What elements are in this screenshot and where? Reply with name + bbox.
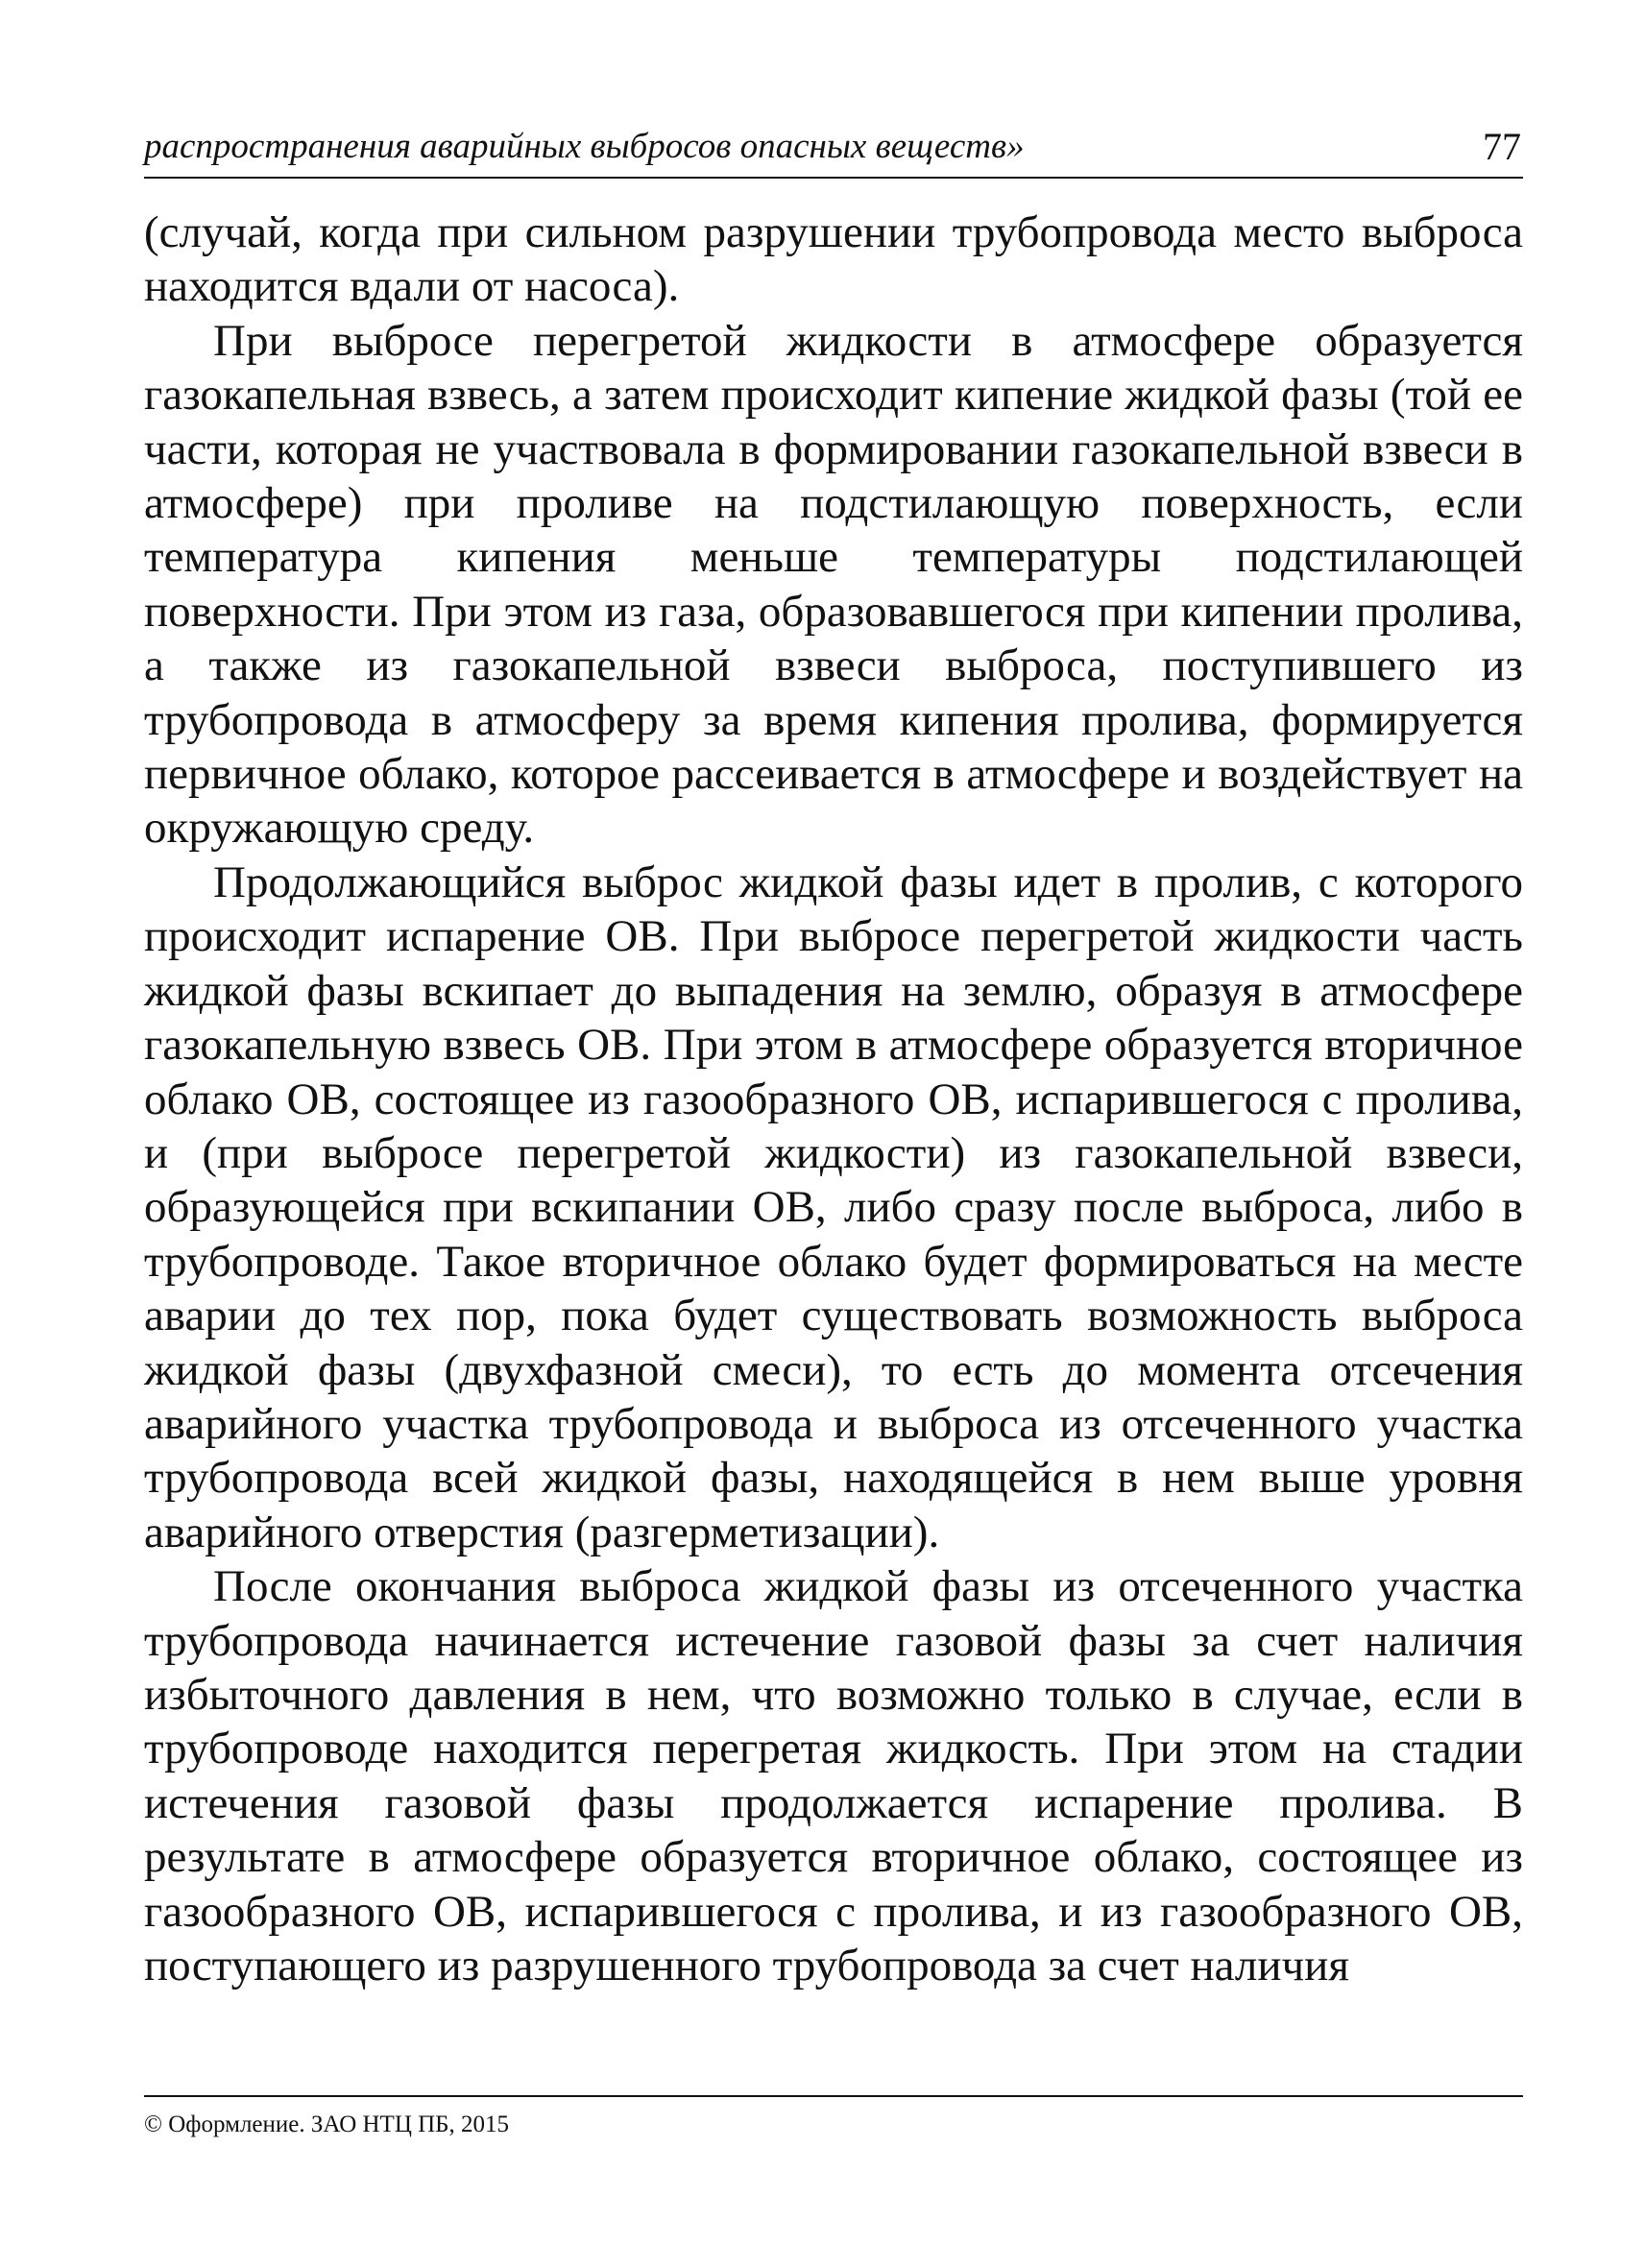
page-number: 77 <box>1483 125 1521 168</box>
paragraph-continuation: (случай, когда при сильном разрушении трубопровода место выброса находится вдали от насоса). <box>144 207 1523 312</box>
page-body-text <box>144 205 1523 1992</box>
paragraph: При выбросе перегретой жидкости в атмосфере образуется газокапельная взвесь, а затем происходит кипение жидкой фазы (той ее части, которая не участвовала в формировании газокапельной взвеси в атмосфере) при проливе на подстилающую поверхность, если температура кипения меньше температуры подстилающей поверхности. При этом из газа, образовавшегося при кипении пролива, а также из газокапельной взвеси выброса, поступившего из трубопровода в атмосферу за время кипения пролива, формируется первичное облако, которое рассеивается в атмосфере и воздействует на окружающую среду. <box>144 315 1523 854</box>
footer-copyright: © Оформление. ЗАО НТЦ ПБ, 2015 <box>144 2111 510 2137</box>
paragraph: Продолжающийся выброс жидкой фазы идет в пролив, с которого происходит испарение ОВ. При выбросе перегретой жидкости часть жидкой фазы вскипает до выпадения на землю, образуя в атмосфере газокапельную взвесь ОВ. При этом в атмосфере образуется вторичное облако ОВ, состоящее из газообразного ОВ, испарившегося с пролива, и (при выбросе перегретой жидкости) из газокапельной взвеси, образующейся при вскипании ОВ, либо сразу после выброса, либо в трубопроводе. Такое вторичное облако будет формироваться на месте аварии до тех пор, пока будет существовать возможность выброса жидкой фазы (двухфазной смеси), то есть до момента отсечения аварийного участка трубопровода и выброса из отсеченного участка трубопровода всей жидкой фазы, находящейся в нем выше уровня аварийного отверстия (разгерметизации). <box>144 857 1523 1557</box>
page-footer <box>144 2095 1523 2139</box>
paragraph: После окончания выброса жидкой фазы из отсеченного участка трубопровода начинается истечение газовой фазы за счет наличия избыточного давления в нем, что возможно только в случае, если в трубопроводе находится перегретая жидкость. При этом на стадии истечения газовой фазы продолжается испарение пролива. В результате в атмосфере образуется вторичное облако, состоящее из газообразного ОВ, испарившегося с пролива, и из газообразного ОВ, поступающего из разрушенного трубопровода за счет наличия <box>144 1561 1523 1991</box>
running-header <box>144 123 1523 179</box>
running-header-title: распространения аварийных выбросов опасных веществ» <box>144 127 1025 166</box>
